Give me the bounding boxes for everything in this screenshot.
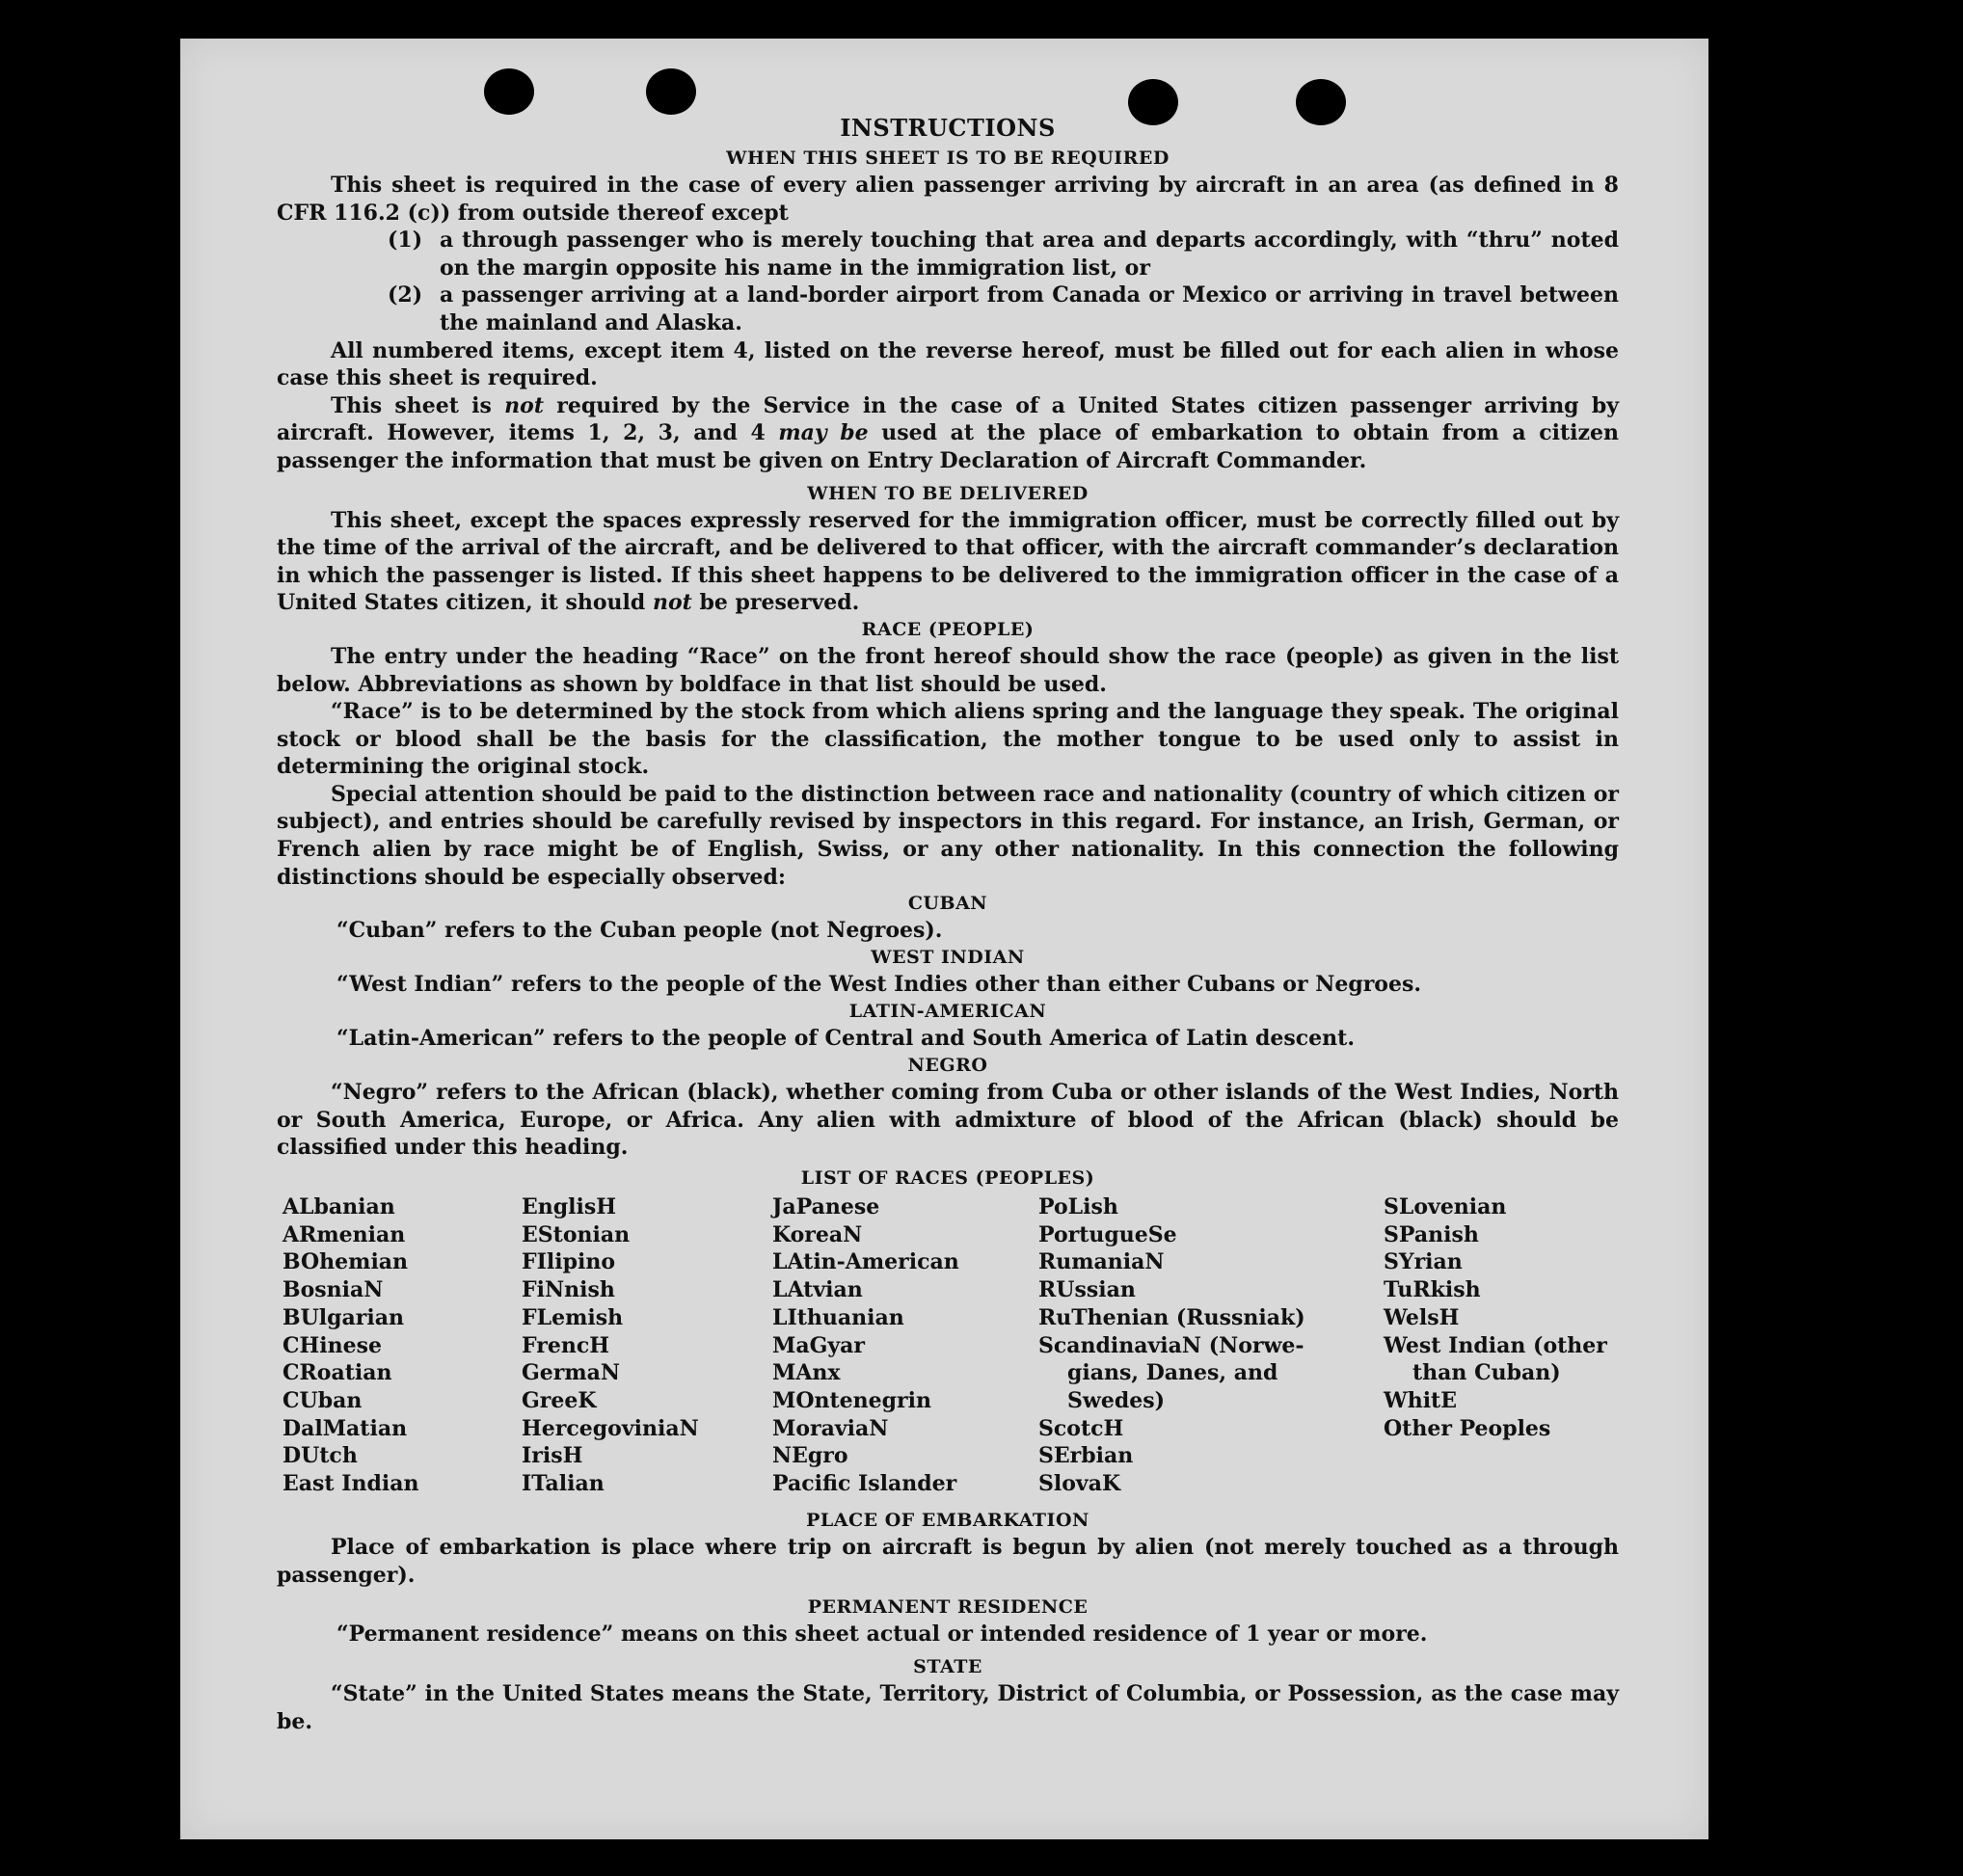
section-heading-list-of-races: LIST OF RACES (PEOPLES) bbox=[800, 1167, 1095, 1190]
section-heading-race: RACE (PEOPLE) bbox=[861, 618, 1035, 640]
races-column-3: JaPanese KoreaN LAtin-American LAtvian LIthuanian MaGyar MAnx MOntenegrin MoraviaN NEgro Pacific Islander bbox=[772, 1194, 959, 1497]
list-item: (1) a through passenger who is merely touching that area and departs accordingly, with “thru” noted on the margin opposite his name in the immigration list, or bbox=[388, 228, 1619, 281]
definition-negro: “Negro” refers to the African (black), whether coming from Cuba or other islands of the West Indies, North or South America, Europe, or Africa. Any alien with admixture of blood of the African (black) should be classified under this heading. bbox=[277, 1080, 1619, 1161]
paragraph: “Race” is to be determined by the stock from which aliens spring and the language they speak. The original stock or blood shall be the basis for the classification, the mother tongue to be used only to assist in determining the original stock. bbox=[277, 699, 1619, 780]
paragraph: The entry under the heading “Race” on the front hereof should show the race (people) as given in the list below. Abbreviations as shown by boldface in that list should be used. bbox=[277, 643, 1619, 697]
document-page bbox=[180, 39, 1708, 1839]
section-heading-embarkation: PLACE OF EMBARKATION bbox=[806, 1510, 1089, 1532]
section-heading-negro: NEGRO bbox=[907, 1055, 988, 1077]
section-heading-cuban: CUBAN bbox=[907, 893, 988, 915]
races-column-1: ALbanian ARmenian BOhemian BosniaN BUlgarian CHinese CRoatian CUban DalMatian DUtch East Indian bbox=[282, 1194, 419, 1497]
paragraph: This sheet is required in the case of every alien passenger arriving by aircraft in an area (as defined in 8 CFR 116.2 (c)) from outside thereof except bbox=[277, 173, 1619, 226]
section-heading-west-indian: WEST INDIAN bbox=[871, 947, 1025, 969]
definition-permanent-residence: “Permanent residence” means on this sheet actual or intended residence of 1 year or more. bbox=[336, 1621, 1428, 1648]
races-column-2: EnglisH EStonian FIlipino FiNnish FLemish FrencH GermaN GreeK HercegoviniaN IrisH ITalian bbox=[522, 1194, 699, 1497]
paragraph: This sheet is not required by the Service in the case of a United States citizen passenger arriving by aircraft. However, items 1, 2, 3, and 4 may be used at the place of embarkation to obtain from a citizen passenger the information that must be given on Entry Declaration of Aircraft Commander. bbox=[277, 392, 1619, 473]
list-item: (2) a passenger arriving at a land-border airport from Canada or Mexico or arriving in travel between the mainland and Alaska. bbox=[388, 282, 1619, 335]
punch-hole bbox=[484, 68, 534, 115]
section-heading-delivered: WHEN TO BE DELIVERED bbox=[807, 482, 1089, 504]
definition-state: “State” in the United States means the State, Territory, District of Columbia, or Possession, as the case may be. bbox=[277, 1681, 1619, 1734]
definition-embarkation: Place of embarkation is place where trip on aircraft is begun by alien (not merely touched as a through passenger). bbox=[277, 1535, 1619, 1588]
definition-west-indian: “West Indian” refers to the people of the West Indies other than either Cubans or Negroes. bbox=[336, 972, 1422, 998]
races-list bbox=[277, 1193, 1619, 1508]
section-heading-latin-american: LATIN-AMERICAN bbox=[848, 1001, 1047, 1023]
punch-hole bbox=[646, 68, 696, 115]
paragraph: Special attention should be paid to the distinction between race and nationality (country of which citizen or subject), and entries should be carefully revised by inspectors in this regard. For instance, an Irish, German, or French alien by race might be of English, Swiss, or any other nationality. In this connection the following distinctions should be especially observed: bbox=[277, 781, 1619, 890]
paragraph: All numbered items, except item 4, listed on the reverse hereof, must be filled out for each alien in whose case this sheet is required. bbox=[277, 337, 1619, 391]
paragraph: This sheet, except the spaces expressly reserved for the immigration officer, must be correctly filled out by the time of the arrival of the aircraft, and be delivered to that officer, with the aircraft commander’s declaration in which the passenger is listed. If this sheet happens to be delivered to the immigration officer in the case of a United States citizen, it should not be preserved. bbox=[277, 507, 1619, 616]
races-column-5: SLovenian SPanish SYrian TuRkish WelsH West Indian (other than Cuban) WhitE Other Peoples bbox=[1384, 1194, 1607, 1441]
definition-cuban: “Cuban” refers to the Cuban people (not Negroes). bbox=[336, 918, 943, 944]
section-heading-state: STATE bbox=[913, 1656, 982, 1678]
page-title: INSTRUCTIONS bbox=[840, 114, 1056, 142]
section-heading-required: WHEN THIS SHEET IS TO BE REQUIRED bbox=[726, 147, 1170, 169]
definition-latin-american: “Latin-American” refers to the people of Central and South America of Latin descent. bbox=[336, 1026, 1355, 1052]
section-heading-permanent-residence: PERMANENT RESIDENCE bbox=[807, 1596, 1089, 1619]
instructions-content bbox=[277, 114, 1619, 1735]
races-column-4: PoLish PortugueSe RumaniaN RUssian RuThenian (Russniak) ScandinaviaN (Norwe- gians, Danes, and Swedes) ScotcH SErbian SlovaK bbox=[1038, 1194, 1305, 1497]
